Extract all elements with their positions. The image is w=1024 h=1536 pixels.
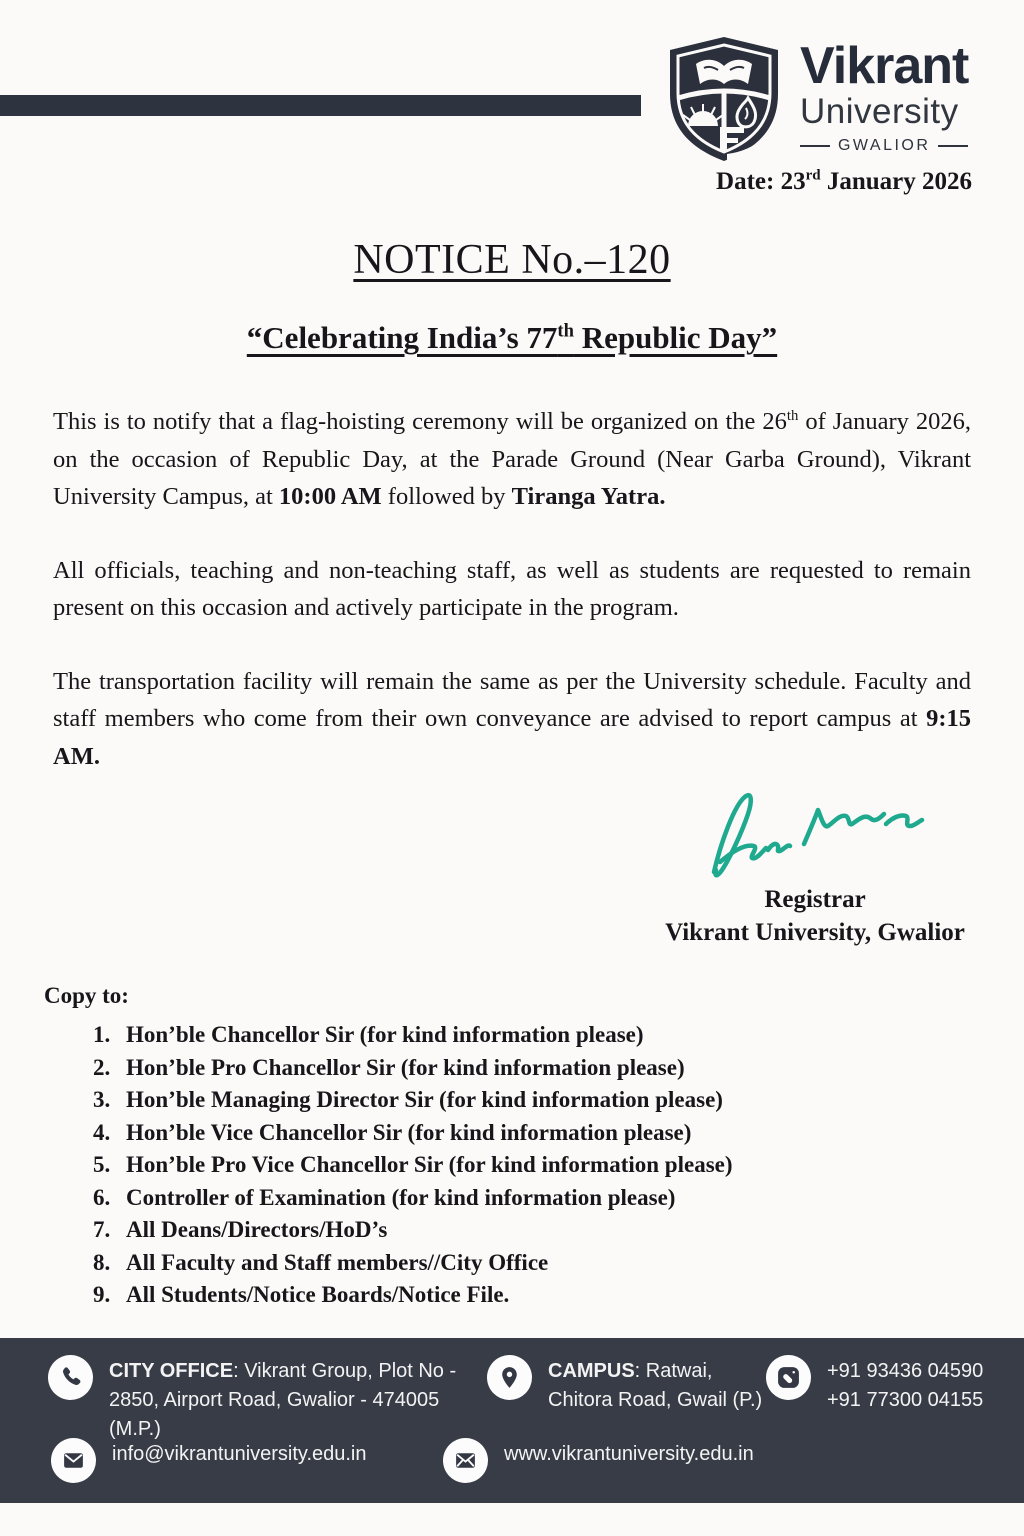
bottom-margin — [0, 1503, 1024, 1536]
body-paragraph-2: All officials, teaching and non-teaching staff, as well as students are requested to remain present on this occasion and actively participate in the program. — [53, 556, 971, 621]
notice-subtitle: “Celebrating India’s 77th Republic Day” — [246, 320, 778, 355]
copy-to-item: 5. Hon’ble Pro Vice Chancellor Sir (for kind information please) — [116, 1149, 733, 1182]
copy-to-item: 4. Hon’ble Vice Chancellor Sir (for kind information please) — [116, 1117, 733, 1150]
phone-icon — [48, 1355, 93, 1400]
signature-block — [635, 786, 995, 949]
email-text: info@vikrantuniversity.edu.in — [112, 1443, 367, 1465]
footer-city-office — [48, 1355, 468, 1444]
copy-to-item: 2. Hon’ble Pro Chancellor Sir (for kind information please) — [116, 1052, 733, 1085]
logo-rule-left — [800, 145, 830, 147]
registrar-signature — [700, 786, 930, 882]
website-envelope-icon — [443, 1438, 488, 1483]
notice-date: Date: 23rd January 2026 — [716, 167, 972, 195]
logo-subname: University — [800, 92, 959, 131]
notice-title: NOTICE No.–120 — [353, 237, 671, 283]
copy-to-item: 6. Controller of Examination (for kind information please) — [116, 1182, 733, 1215]
footer-website — [443, 1438, 754, 1483]
logo-rule-right — [938, 145, 968, 147]
email-envelope-icon — [51, 1438, 96, 1483]
phone-number-2: +91 77300 04155 — [827, 1389, 984, 1411]
body-paragraph-3: The transportation facility will remain the same as per the University schedule. Faculty and staff members who come from their own conveyance are advised to report campus at 9:15 AM. — [53, 667, 971, 770]
university-logo — [664, 34, 968, 164]
signature-org: Vikrant University, Gwalior — [665, 918, 965, 946]
website-text: www.vikrantuniversity.edu.in — [504, 1443, 754, 1465]
logo-city-row — [800, 137, 968, 155]
phone-numbers-text — [827, 1355, 983, 1415]
copy-to-item: 7. All Deans/Directors/HoD’s — [116, 1214, 733, 1247]
copy-to-item: 1. Hon’ble Chancellor Sir (for kind information please) — [116, 1019, 733, 1052]
copy-to-item: 9. All Students/Notice Boards/Notice File. — [116, 1279, 733, 1312]
copy-to-label: Copy to: — [44, 983, 129, 1008]
phone-number-1: +91 93436 04590 — [827, 1360, 984, 1382]
copy-to-section — [44, 983, 733, 1312]
copy-to-item: 3. Hon’ble Managing Director Sir (for kind information please) — [116, 1084, 733, 1117]
footer-campus — [487, 1355, 767, 1415]
logo-city: GWALIOR — [837, 137, 931, 155]
logo-text — [800, 34, 968, 155]
body-paragraph-1: This is to notify that a flag-hoisting ceremony will be organized on the 26th of January 2026, on the occasion of Republic Day, at the Parade Ground (Near Garba Ground), Vikrant University Campus, at 10:00 AM followed by Tiranga Yatra. — [53, 407, 971, 510]
mobile-phone-icon — [766, 1355, 811, 1400]
logo-name: Vikrant — [800, 37, 969, 95]
copy-to-list — [44, 1019, 733, 1312]
location-pin-icon — [487, 1355, 532, 1400]
footer-contact-bar — [0, 1338, 1024, 1503]
campus-text: CAMPUS: Ratwai, Chitora Road, Gwail (P.) — [548, 1360, 763, 1411]
notice-body — [53, 403, 971, 811]
city-office-text: CITY OFFICE: Vikrant Group, Plot No - 2850, Airport Road, Gwalior - 474005 (M.P.) — [109, 1360, 457, 1440]
shield-logo-icon — [664, 34, 784, 164]
footer-email — [51, 1438, 367, 1483]
footer-phone-numbers — [766, 1355, 1006, 1415]
header-accent-bar — [0, 95, 641, 116]
copy-to-item: 8. All Faculty and Staff members//City Office — [116, 1247, 733, 1280]
signature-role: Registrar — [764, 886, 866, 913]
